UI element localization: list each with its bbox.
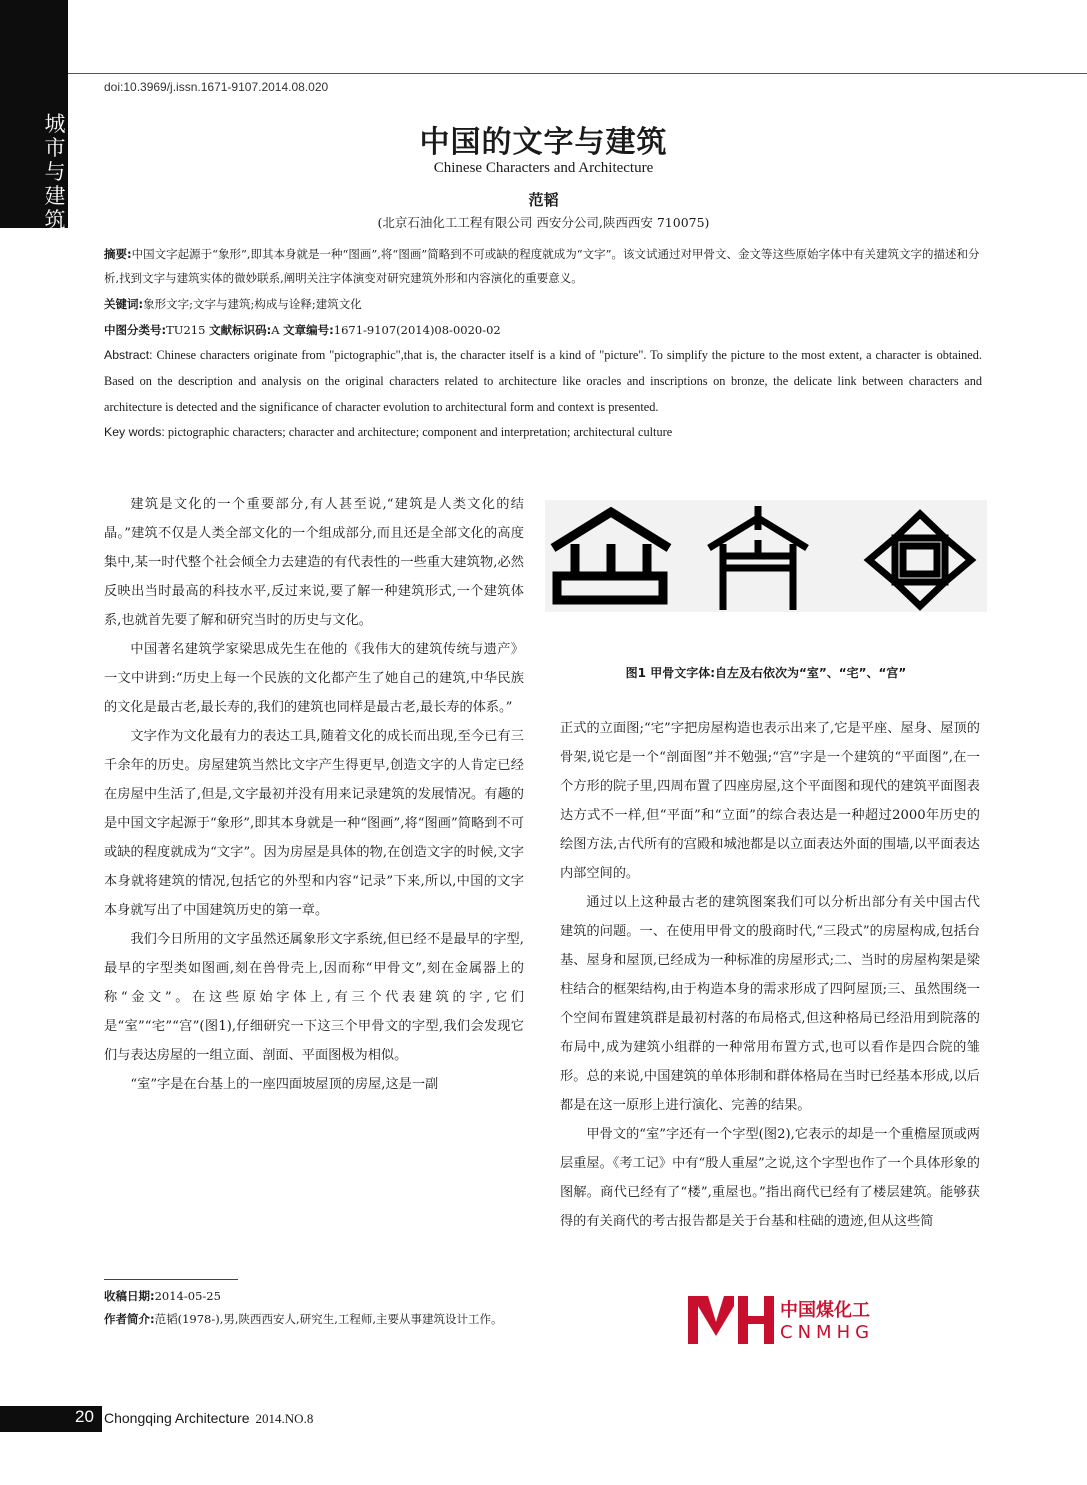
body-paragraph: 我们今日所用的文字虽然还属象形文字系统,但已经不是最早的字型,最早的字型类如图画,刻在兽骨壳上,因而称“甲骨文”,刻在金属器上的称“金文”。在这些原始字体上,有三个代表建筑的字,它们是“室”“宅”“宫”(图1),仔细研究一下这三个甲骨文的字型,我们会发现它们与表达房屋的一组立面、剖面、平面图极为相似。 [104,932,524,1063]
clc-label: 中图分类号: [104,323,167,337]
title-english: Chinese Characters and Architecture [433,160,654,176]
body-column-left [104,490,524,1099]
abstract-cn-label: 摘要: [104,247,132,261]
affiliation: (北京石油化工工程有限公司 西安分公司,陕西西安 710075) [377,215,710,230]
author: 范韬 [528,191,559,209]
watermark-name: 中国煤化工 [780,1300,870,1321]
page-number: 20 [75,1407,94,1426]
body-paragraph: 文字作为文化最有力的表达工具,随着文化的成长而出现,至今已有三千余年的历史。房屋建筑当然比文字产生得更早,创造文字的人肯定已经在房屋中生活了,但是,文字最初并没有用来记录建筑的发展情况。有趣的是中国文字起源于“象形”,即其本身就是一种“图画”,将“图画”简略到不可或缺的程度就成为“文字”。因为房屋是具体的物,在创造文字的时候,文字本身就将建筑的情况,包括它的外型和内容“记录”下来,所以,中国的文字本身就写出了中国建筑历史的第一章。 [104,729,524,918]
body-paragraph: 正式的立面图;“宅”字把房屋构造也表示出来了,它是平座、屋身、屋顶的骨架,说它是一个“剖面图”并不勉强;“宫”字是一个建筑的“平面图”,在一个方形的院子里,四周布置了四座房屋,这个平面图和现代的建筑平面图表达方式不一样,但“平面”和“立面”的综合表达是一种超过2000年历史的绘图方法,古代所有的宫殿和城池都是以立面表达外面的围墙,以平面表达内部空间的。 [560,721,980,881]
journal-issue: 2014.NO.8 [255,1411,314,1426]
author-bio-text: 范韬(1978-),男,陕西西安人,研究生,工程师,主要从事建筑设计工作。 [154,1312,503,1326]
doc-code-label: 文献标识码: [209,323,272,337]
journal-name: Chongqing Architecture [104,1410,250,1426]
body-column-right [560,714,980,1236]
keywords-cn-label: 关键词: [104,297,144,311]
body-paragraph: 通过以上这种最古老的建筑图案我们可以分析出部分有关中国古代建筑的问题。一、在使用甲骨文的殷商时代,“三段式”的房屋构成,包括台基、屋身和屋顶,已经成为一种标准的房屋形式;二、当时的房屋构架是梁柱结合的框架结构,由于构造本身的需求形成了四阿屋顶;三、虽然围绕一个空间布置建筑群是最初村落的布局格式,但这种格局已经沿用到院落的布局中,成为建筑小组群的一种常用布置方式,也可以看作是四合院的雏形。总的来说,中国建筑的单体形制和群体格局在当时已经基本形成,以后都是在这一原形上进行演化、完善的结果。 [560,895,980,1113]
abstract-chinese [104,242,982,290]
keywords-cn-text: 象形文字;文字与建筑;构成与诠释;建筑文化 [143,297,362,311]
author-bio-label: 作者简介: [104,1312,155,1326]
footnote-received [104,1284,524,1308]
article-no-label: 文章编号: [283,323,334,337]
keywords-chinese [104,292,982,316]
section-label: 城市与建筑 [44,112,66,232]
abstract-cn-text: 中国文字起源于“象形”,即其本身就是一种“图画”,将“图画”简略到不可或缺的程度就成为“文字”。该文试通过对甲骨文、金文等这些原始字体中有关建筑文字的描述和分析,找到文字与建筑实体的微妙联系,阐明关注字体演变对研究建筑外形和内容演化的重要意义。 [104,247,980,285]
journal-footer [104,1410,313,1427]
cnmhg-logo-icon [688,1294,776,1346]
classification-line [104,318,982,342]
body-paragraph: “室”字是在台基上的一座四面坡屋顶的房屋,这是一副 [130,1077,439,1092]
keywords-en-label: Key words: [104,425,165,439]
keywords-english [104,420,982,444]
doi: doi:10.3969/j.issn.1671-9107.2014.08.020 [104,80,329,94]
footnote-author [104,1307,524,1331]
figure-oracle-bone-characters [545,500,987,612]
received-label: 收稿日期: [104,1289,155,1303]
clc-value: TU215 [166,323,206,337]
watermark [688,1292,898,1350]
title-chinese: 中国的文字与建筑 [419,125,668,160]
article-no-value: 1671-9107(2014)08-0020-02 [333,323,501,337]
header-rule [68,73,1087,74]
body-paragraph: 甲骨文的“室”字还有一个字型(图2),它表示的却是一个重檐屋顶或两层重屋。《考工记》中有“殷人重屋”之说,这个字型也作了一个具体形象的图解。商代已经有了“楼”,重屋也。”指出商代已经有了楼层建筑。能够获得的有关商代的考古报告都是关于台基和柱础的遗迹,但从这些简 [560,1127,980,1229]
abstract-en-label: Abstract: [104,348,153,362]
received-date: 2014-05-25 [154,1289,221,1303]
footnote-rule [104,1279,238,1280]
figure-caption: 图1 甲骨文字体:自左及右依次为“室”、“宅”、“宫” [625,666,907,680]
doc-code-value: A [271,323,280,337]
abstract-english [104,342,982,420]
abstract-en-text: Chinese characters originate from "pictographic",that is, the character itself is a kind of "picture". To simplify the picture to the most extent, a character is obtained. Based on the description and analysis on the original characters related to architecture like oracles and inscriptions on bronze, the delicate link between characters and architecture is detected and the significance of character evolution to architectural form and context is presented. [104,348,982,414]
keywords-en-text: pictographic characters; character and architecture; component and interpretation; architectural culture [167,425,673,439]
watermark-subtitle: CNMHG [780,1322,875,1343]
body-paragraph: 中国著名建筑学家梁思成先生在他的《我伟大的建筑传统与遗产》一文中讲到:“历史上每一个民族的文化都产生了她自己的建筑,中华民族的文化是最古老,最长寿的,我们的建筑也同样是最古老,最长寿的体系。” [104,642,524,715]
body-paragraph: 建筑是文化的一个重要部分,有人甚至说,“建筑是人类文化的结晶。”建筑不仅是人类全部文化的一个组成部分,而且还是全部文化的高度集中,某一时代整个社会倾全力去建造的有代表性的一些重大建筑物,必然反映出当时最高的科技水平,反过来说,要了解一种建筑形式,一个建筑体系,也就首先要了解和研究当时的历史与文化。 [104,497,524,628]
